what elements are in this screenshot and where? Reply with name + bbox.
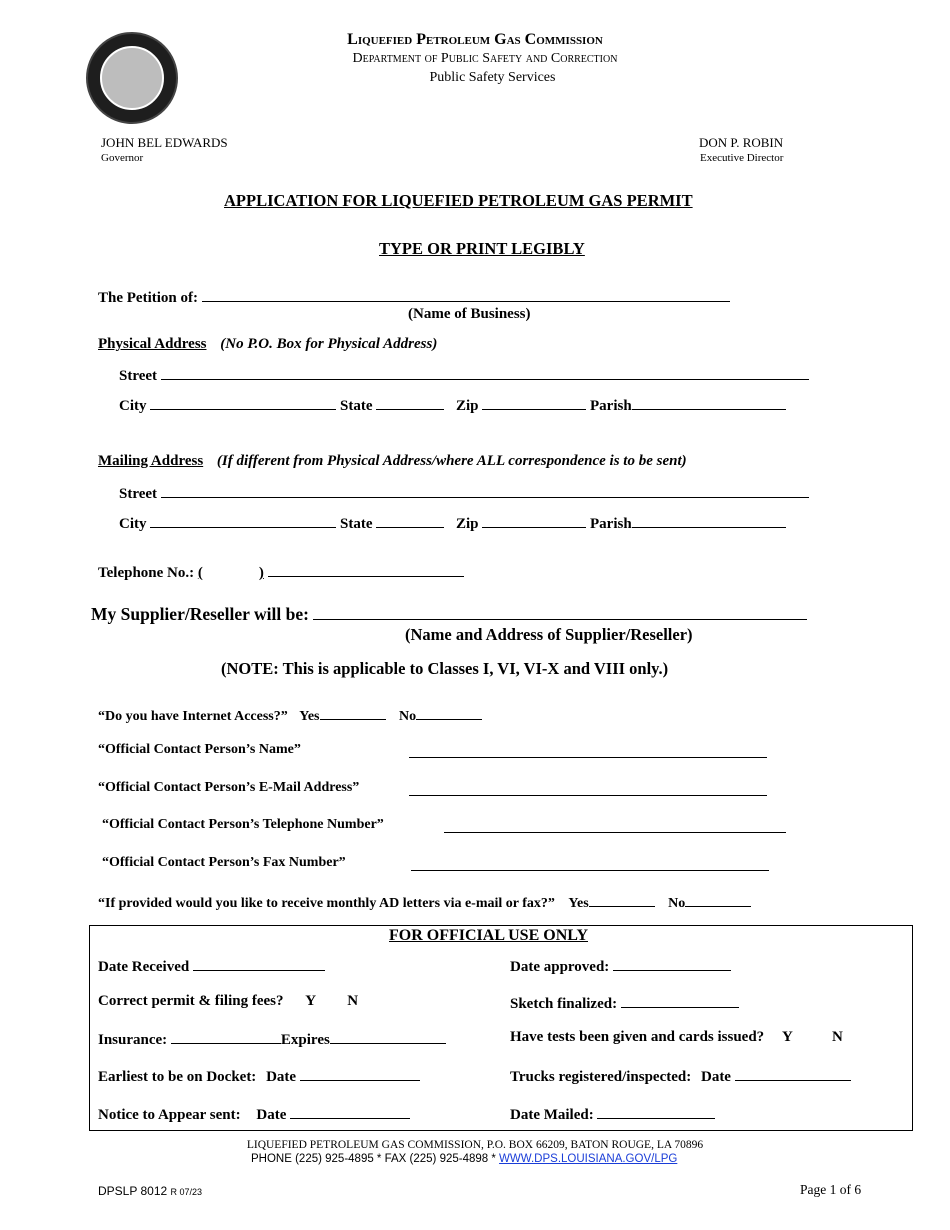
state-label: State — [340, 398, 373, 414]
governor-title: Governor — [101, 152, 144, 164]
mailing-zip-field[interactable] — [482, 513, 586, 528]
form-id: DPSLP 8012 — [98, 1184, 168, 1198]
tests-given-no[interactable]: N — [831, 1029, 843, 1045]
internet-no-label: No — [399, 709, 417, 724]
physical-zip-field[interactable] — [482, 395, 586, 410]
supplier-note: (NOTE: This is applicable to Classes I, VI, VI-X and VIII only.) — [221, 659, 669, 678]
date-mailed-field[interactable] — [597, 1104, 715, 1119]
physical-city-field[interactable] — [150, 395, 336, 410]
official-use-heading: FOR OFFICIAL USE ONLY — [389, 927, 588, 944]
mailing-street-field[interactable] — [161, 483, 809, 498]
notice-label: Notice to Appear sent: — [98, 1107, 241, 1123]
physical-street-field[interactable] — [161, 365, 809, 380]
date-approved-field[interactable] — [613, 956, 731, 971]
business-name-caption: (Name of Business) — [408, 306, 531, 322]
ad-letters-no-label: No — [668, 896, 686, 911]
area-code-close: ) — [258, 565, 264, 581]
date-received-label: Date Received — [98, 959, 190, 975]
director-name: DON P. ROBIN — [699, 135, 784, 150]
telephone-number-field[interactable] — [268, 562, 464, 577]
trucks-date-field[interactable] — [735, 1066, 851, 1081]
correct-fees-no[interactable]: N — [347, 993, 359, 1009]
physical-address-label: Physical Address — [98, 336, 207, 352]
tests-given-yes[interactable]: Y — [781, 1029, 793, 1045]
state-label: State — [340, 516, 373, 532]
form-subtitle: TYPE OR PRINT LEGIBLY — [379, 239, 585, 258]
date-received-field[interactable] — [193, 956, 325, 971]
internet-yes-field[interactable] — [320, 705, 386, 720]
mailing-address-note: (If different from Physical Address/where ALL correspondence is to be sent) — [216, 453, 687, 469]
correct-fees-label: Correct permit & filing fees? — [98, 993, 284, 1009]
physical-address-note: (No P.O. Box for Physical Address) — [220, 336, 438, 352]
director-title: Executive Director — [700, 152, 784, 164]
insurance-label: Insurance: — [98, 1032, 168, 1048]
contact-email-question: “Official Contact Person’s E-Mail Address” — [98, 780, 360, 795]
contact-email-field[interactable] — [409, 781, 767, 796]
parish-label: Parish — [590, 398, 632, 414]
trucks-label: Trucks registered/inspected: — [510, 1069, 692, 1085]
physical-state-field[interactable] — [376, 395, 444, 410]
mailing-parish-field[interactable] — [632, 513, 786, 528]
business-name-field[interactable] — [202, 287, 730, 302]
physical-parish-field[interactable] — [632, 395, 786, 410]
mailing-city-field[interactable] — [150, 513, 336, 528]
docket-date-label: Date — [266, 1069, 297, 1085]
area-code-field[interactable] — [203, 563, 259, 577]
internet-question: “Do you have Internet Access?” — [98, 709, 288, 724]
city-label: City — [119, 398, 147, 414]
docket-label: Earliest to be on Docket: — [98, 1069, 257, 1085]
internet-yes-label: Yes — [299, 709, 320, 724]
governor-name: JOHN BEL EDWARDS — [101, 135, 228, 150]
internet-no-field[interactable] — [416, 705, 482, 720]
contact-phone-field[interactable] — [444, 818, 786, 833]
zip-label: Zip — [456, 516, 479, 532]
services-name: Public Safety Services — [429, 70, 556, 85]
department-name: Department of Public Safety and Correction — [352, 51, 618, 66]
date-mailed-label: Date Mailed: — [510, 1107, 594, 1123]
telephone-label: Telephone No.: — [98, 565, 195, 581]
ad-letters-question: “If provided would you like to receive monthly AD letters via e-mail or fax?” — [98, 896, 555, 911]
ad-letters-yes-label: Yes — [568, 896, 589, 911]
street-label: Street — [119, 368, 158, 384]
website-link[interactable]: WWW.DPS.LOUISIANA.GOV/LPG — [499, 1153, 678, 1165]
footer-address: LIQUEFIED PETROLEUM GAS COMMISSION, P.O. BOX 66209, BATON ROUGE, LA 70896 — [246, 1139, 704, 1151]
page-number: Page 1 of 6 — [800, 1182, 862, 1197]
petition-label: The Petition of: — [98, 290, 198, 306]
city-label: City — [119, 516, 147, 532]
trucks-date-label: Date — [700, 1069, 731, 1085]
sketch-finalized-label: Sketch finalized: — [510, 996, 618, 1012]
insurance-field[interactable] — [171, 1029, 281, 1044]
tests-given-label: Have tests been given and cards issued? — [510, 1029, 765, 1045]
date-approved-label: Date approved: — [510, 959, 610, 975]
correct-fees-yes[interactable]: Y — [305, 993, 316, 1009]
contact-name-question: “Official Contact Person’s Name” — [98, 742, 301, 757]
expires-label: Expires — [280, 1032, 330, 1048]
form-revision: R 07/23 — [170, 1187, 203, 1197]
parish-label: Parish — [590, 516, 632, 532]
zip-label: Zip — [456, 398, 479, 414]
mailing-state-field[interactable] — [376, 513, 444, 528]
supplier-caption: (Name and Address of Supplier/Reseller) — [405, 625, 693, 644]
contact-phone-question: “Official Contact Person’s Telephone Number” — [102, 817, 384, 832]
mailing-address-label: Mailing Address — [98, 453, 204, 469]
contact-fax-field[interactable] — [411, 856, 769, 871]
contact-fax-question: “Official Contact Person’s Fax Number” — [102, 855, 346, 870]
expires-field[interactable] — [330, 1029, 446, 1044]
footer-phone: PHONE (225) 925-4895 * FAX (225) 925-4898 * — [251, 1153, 496, 1165]
notice-date-label: Date — [256, 1107, 287, 1123]
supplier-label: My Supplier/Reseller will be: — [91, 604, 309, 624]
contact-name-field[interactable] — [409, 743, 767, 758]
area-code-open: ( — [197, 565, 203, 581]
street-label: Street — [119, 486, 158, 502]
supplier-field[interactable] — [313, 603, 807, 620]
sketch-finalized-field[interactable] — [621, 993, 739, 1008]
form-title: APPLICATION FOR LIQUEFIED PETROLEUM GAS PERMIT — [224, 191, 693, 210]
ad-letters-yes-field[interactable] — [589, 892, 655, 907]
notice-date-field[interactable] — [290, 1104, 410, 1119]
ad-letters-no-field[interactable] — [685, 892, 751, 907]
docket-date-field[interactable] — [300, 1066, 420, 1081]
agency-name: Liquefied Petroleum Gas Commission — [347, 31, 603, 48]
